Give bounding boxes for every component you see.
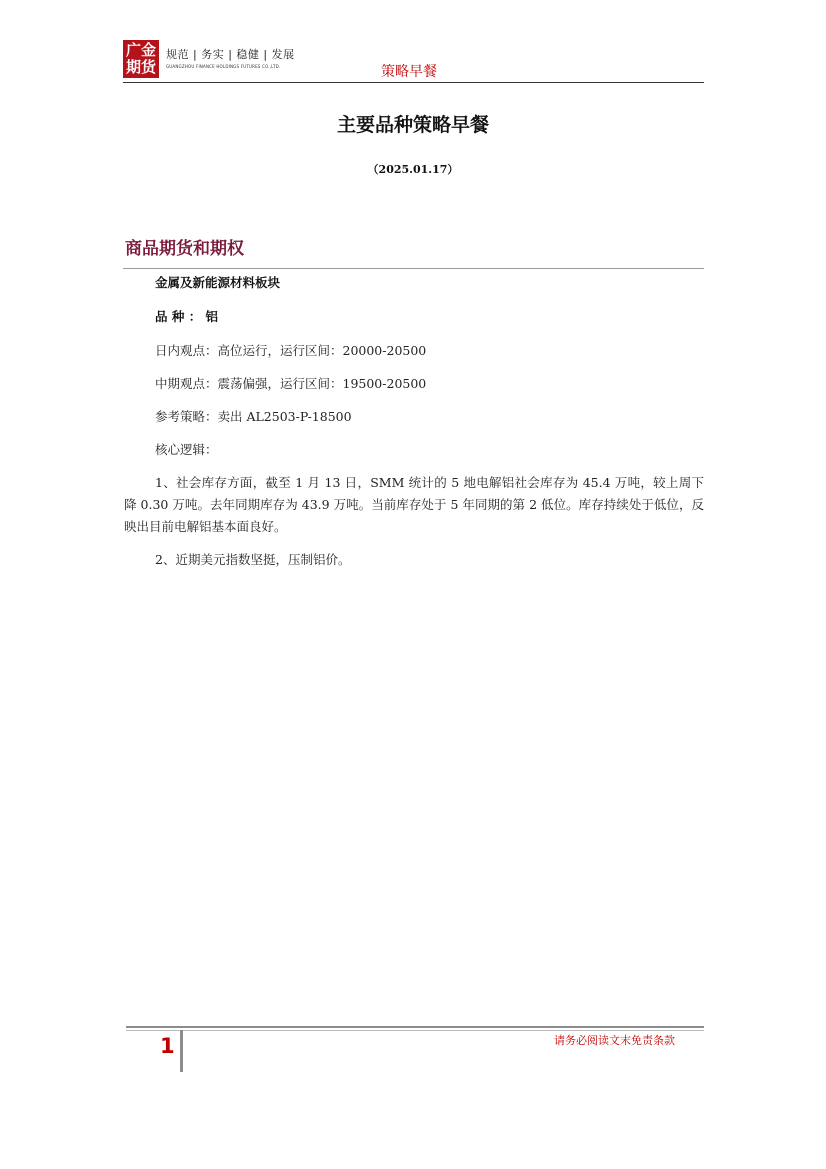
disclaimer-note: 请务必阅读文末免责条款 [554,1034,675,1047]
footer-divider-thin [126,1030,704,1031]
logo-text-line2: 期货 [125,58,156,76]
header-divider [123,82,704,83]
document-date: （2025.01.17） [367,163,459,176]
company-english-name: GUANGZHOU FINANCE HOLDINGS FUTURES CO.,LTD. [166,64,281,69]
footer-divider [126,1026,704,1028]
reference-strategy: 参考策略：卖出 AL2503-P-18500 [155,409,352,424]
logic-point-2: 2、近期美元指数坚挺，压制铝价。 [155,552,351,567]
logo-text-line1: 广金 [125,41,156,59]
company-logo [123,40,159,78]
logic-point-1: 1、社会库存方面，截至 1 月 13 日，SMM 统计的 5 地电解铝社会库存为 45.4 万吨，较上周下降 0.30 万吨。去年同期库存为 43.9 万吨。当前库存处于 5 年同期的第 2 低位。库存持续处于低位，反映出目前电解铝基本面良好。 [124,475,704,534]
section-divider [123,268,704,269]
company-slogan: 规范 | 务实 | 稳健 | 发展 [166,48,295,61]
intraday-view: 日内观点：高位运行，运行区间：20000-20500 [155,343,427,358]
footer-vertical-bar [180,1030,183,1072]
page-number: 1 [160,1034,175,1058]
report-name: 策略早餐 [381,64,437,80]
sector-heading: 金属及新能源材料板块 [155,275,281,290]
document-title: 主要品种策略早餐 [336,114,489,136]
midterm-view: 中期观点：震荡偏强，运行区间：19500-20500 [155,376,427,391]
variety-label: 品 种 ： 铝 [155,309,219,324]
section-title: 商品期货和期权 [125,239,244,259]
core-logic-label: 核心逻辑： [155,442,218,457]
